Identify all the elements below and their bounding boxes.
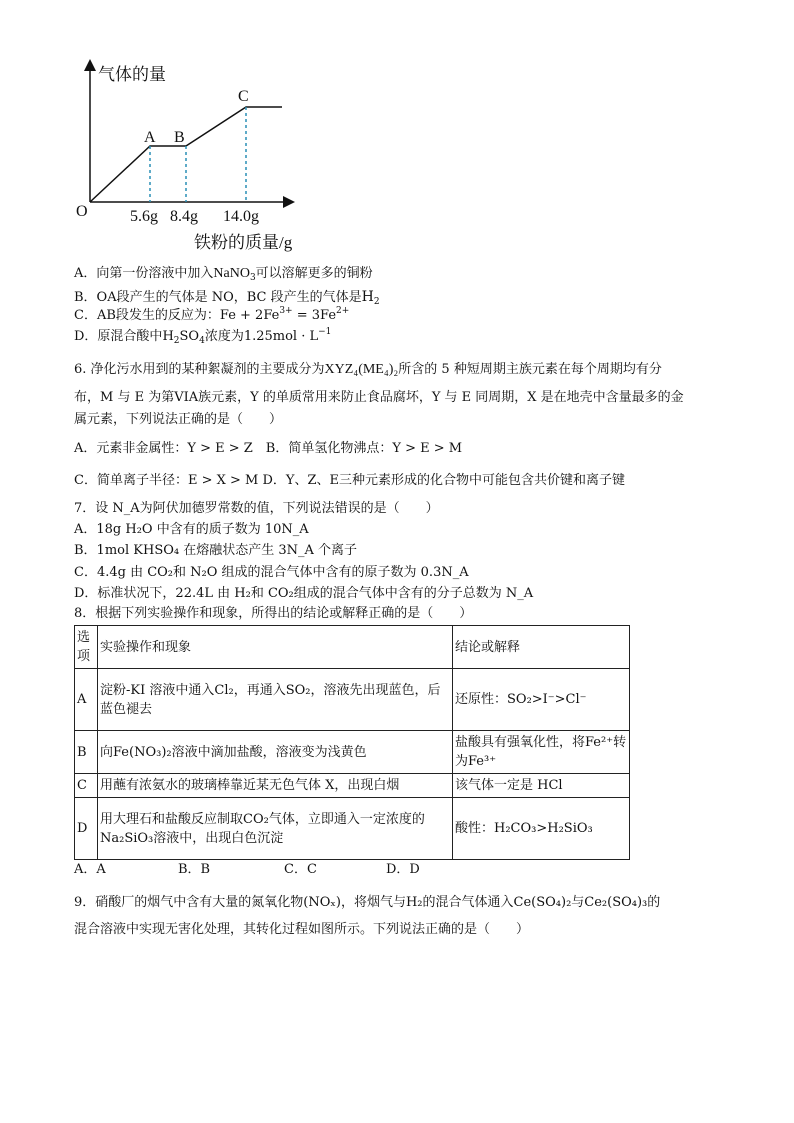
header-operation: 实验操作和现象: [98, 626, 453, 669]
q8-stem: 8．根据下列实验操作和现象，所得出的结论或解释正确的是（ ）: [74, 606, 473, 621]
q9-stem-line1: 9．硝酸厂的烟气中含有大量的氮氧化物(NOₓ)，将烟气与H₂的混合气体通入Ce(SO₄)₂与Ce₂(SO₄)₃的: [74, 895, 661, 910]
q6-stem-line1: 6. 净化污水用到的某种絮凝剂的主要成分为XYZ₄(ME₄)₂所含的 5 种短周期主族元素在每个周期均有分: [74, 362, 662, 377]
table-row: [75, 731, 630, 774]
header-option: 选项: [75, 626, 98, 669]
q9-stem-line2: 混合溶液中实现无害化处理，其转化过程如图所示。下列说法正确的是（ ）: [74, 922, 530, 937]
q6-options-ab: A．元素非金属性：Y > E > Z B．简单氢化物沸点：Y > E > M: [74, 441, 463, 456]
point-a-label: A: [144, 129, 156, 146]
q8-answer-b: B．B: [178, 862, 211, 877]
row-conclusion: 还原性：SO₂>I⁻>Cl⁻: [453, 669, 630, 731]
point-c-label: C: [238, 88, 249, 105]
q5-option-c: C．AB段发生的反应为：$Fe + 2Fe^{3+} = 3Fe^{2+}$: [74, 306, 350, 323]
q6-stem-line2: 布，M 与 E 为第VIA族元素，Y 的单质常用来防止食品腐坏，Y 与 E 同周期，X 是在地壳中含量最多的金: [74, 390, 684, 405]
row-operation: 淀粉-KI 溶液中通入Cl₂，再通入SO₂，溶液先出现蓝色，后蓝色褪去: [98, 669, 453, 731]
tick-label-a: 5.6g: [130, 208, 158, 225]
gas-vs-iron-graph: [60, 50, 340, 265]
x-axis-label: 铁粉的质量/g: [194, 233, 293, 252]
table-row: [75, 774, 630, 798]
y-axis-label: 气体的量: [98, 65, 166, 84]
row-conclusion: 盐酸具有强氧化性，将Fe²⁺转为Fe³⁺: [453, 731, 630, 774]
row-operation: 向Fe(NO₃)₂溶液中滴加盐酸，溶液变为浅黄色: [98, 731, 453, 774]
table-row: [75, 669, 630, 731]
q6-options-cd: C．简单离子半径：E > X > M D．Y、Z、E三种元素形成的化合物中可能包含共价键和离子键: [74, 473, 625, 488]
row-option: D: [75, 798, 98, 860]
row-option: B: [75, 731, 98, 774]
tick-label-c: 14.0g: [223, 208, 259, 225]
row-operation: 用大理石和盐酸反应制取CO₂气体，立即通入一定浓度的Na₂SiO₃溶液中，出现白色沉淀: [98, 798, 453, 860]
q7-option-d: D．标准状况下，22.4L 由 H₂和 CO₂组成的混合气体中含有的分子总数为 N_A: [74, 586, 534, 601]
table-header-row: [75, 626, 630, 669]
q5-option-d: D．原混合酸中$H_2SO_4$浓度为$1.25mol \cdot L^{-1}$: [74, 327, 332, 346]
q8-answer-a: A．A: [74, 862, 106, 877]
q8-table: [74, 625, 630, 860]
q8-answer-d: D．D: [386, 862, 420, 877]
row-option: A: [75, 669, 98, 731]
q5-option-b: B．OA段产生的气体是 NO，BC 段产生的气体是$H_2$: [74, 289, 380, 307]
q7-option-a: A．18g H₂O 中含有的质子数为 10N_A: [74, 522, 309, 537]
q7-stem: 7．设 N_A为阿伏加德罗常数的值，下列说法错误的是（ ）: [74, 501, 439, 516]
q5-option-a: A．向第一份溶液中加入NaNO$_3$可以溶解更多的铜粉: [74, 266, 373, 283]
q7-option-b: B．1mol KHSO₄ 在熔融状态产生 3N_A 个离子: [74, 543, 358, 558]
point-b-label: B: [174, 129, 185, 146]
q6-stem-line3: 属元素，下列说法正确的是（ ）: [74, 412, 283, 427]
table-row: [75, 798, 630, 860]
origin-label: O: [76, 203, 88, 220]
row-option: C: [75, 774, 98, 798]
row-conclusion: 该气体一定是 HCl: [453, 774, 630, 798]
q8-answer-c: C．C: [284, 862, 317, 877]
q7-option-c: C．4.4g 由 CO₂和 N₂O 组成的混合气体中含有的原子数为 0.3N_A: [74, 565, 469, 580]
row-conclusion: 酸性：H₂CO₃>H₂SiO₃: [453, 798, 630, 860]
tick-label-b: 8.4g: [170, 208, 198, 225]
header-conclusion: 结论或解释: [453, 626, 630, 669]
row-operation: 用蘸有浓氨水的玻璃棒靠近某无色气体 X，出现白烟: [98, 774, 453, 798]
